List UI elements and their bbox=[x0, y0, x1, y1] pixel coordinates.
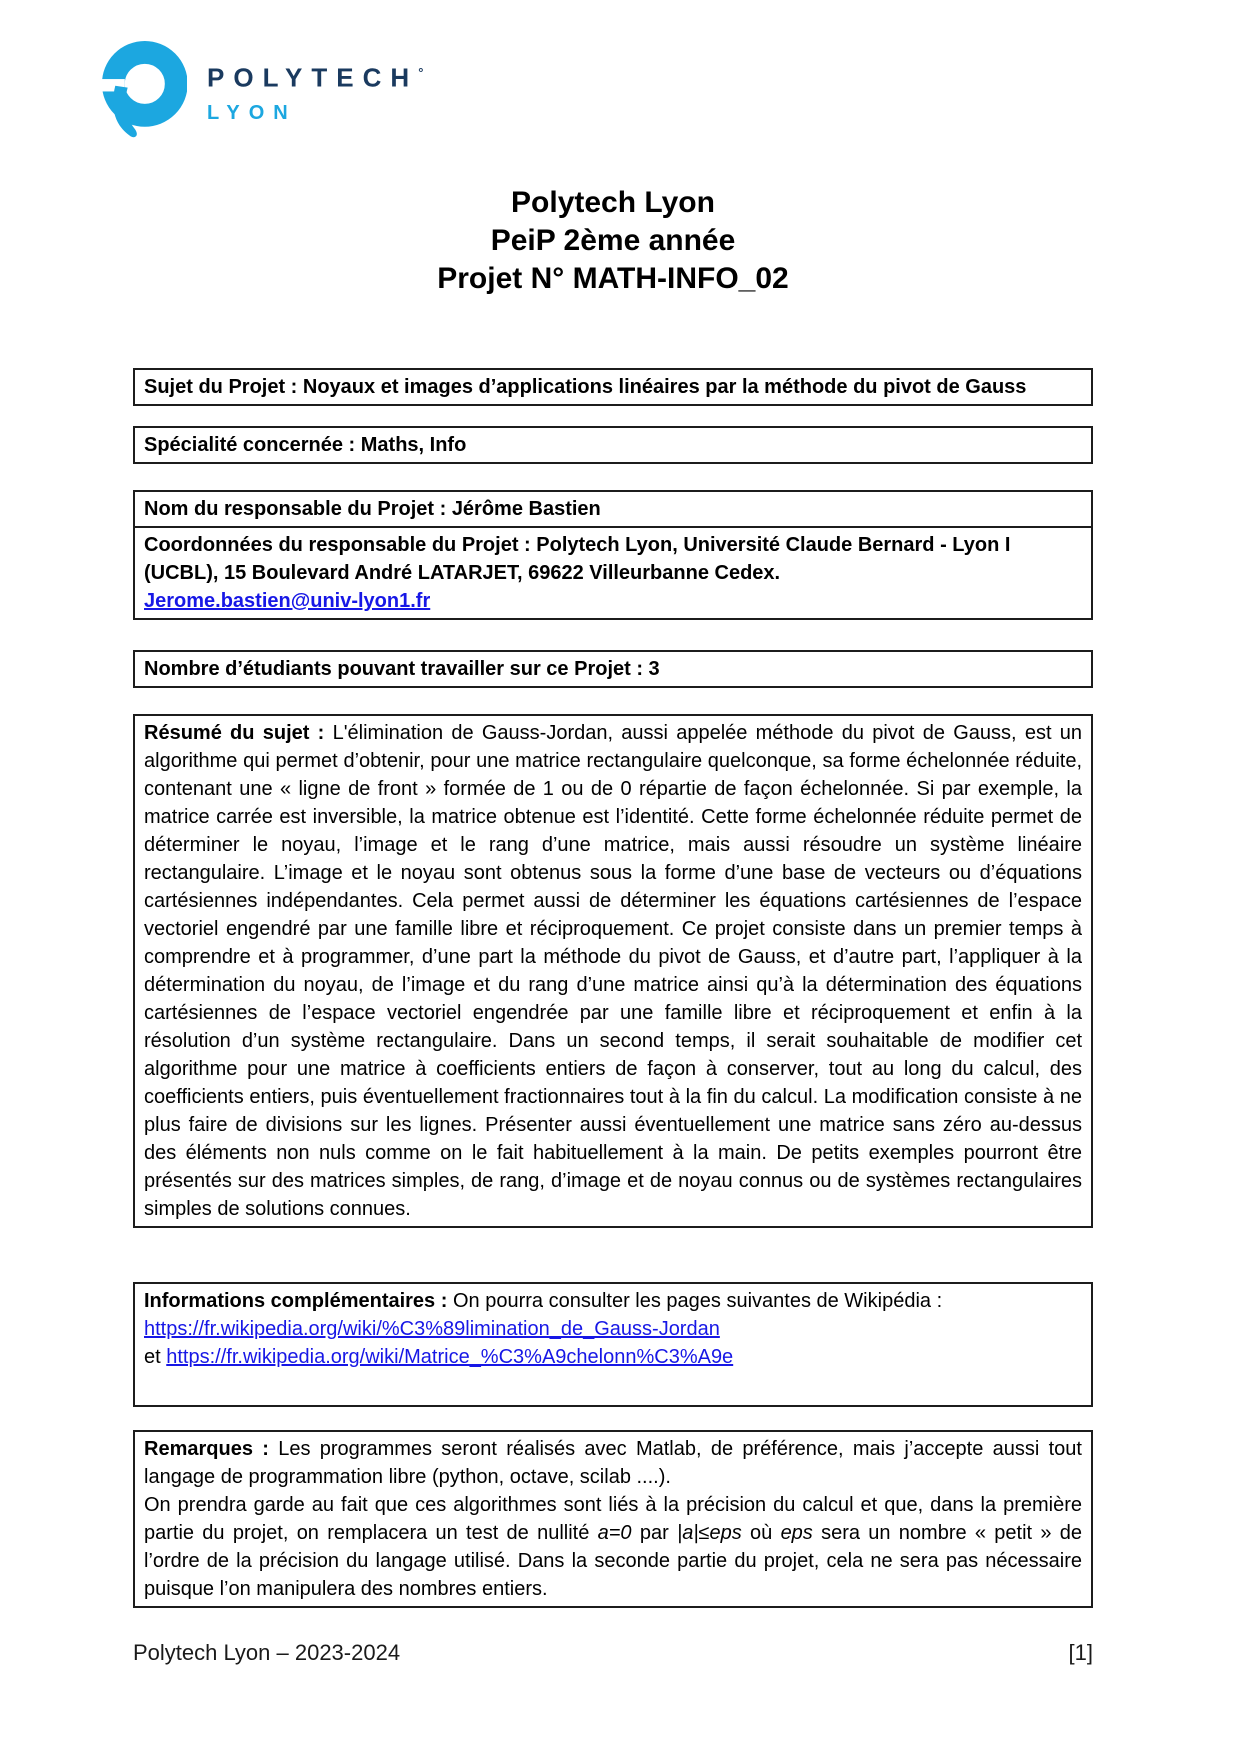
logo-trademark: ° bbox=[418, 65, 424, 80]
text-run: Sujet du Projet : Noyaux et images d’applications linéaires par la méthode du pivot de Gauss bbox=[144, 376, 1027, 398]
text-run: Remarques : bbox=[144, 1438, 279, 1460]
text-run: L'élimination de Gauss-Jordan, aussi appelée méthode du pivot de Gauss, est un algorithme qui permet d’obtenir, pour une matrice rectangulaire quelconque, sa forme échelonnée réduite, contenant une « ligne de front » formée de 1 ou de 0 répartie de façon échelonnée. Si par exemple, la matrice carrée est inversible, la matrice obtenue est l’identité. Cette forme échelonnée réduite permet de déterminer le noyau, l’image et le rang d’une matrice, mais aussi résoudre un système linéaire rectangulaire. L’image et le noyau sont obtenus sous la forme d’une base de vecteurs ou d’équations cartésiennes indépendantes. Cela permet aussi de déterminer les équations cartésiennes de l’espace vectoriel engendré par une famille libre et réciproquement. Ce projet consiste dans un premier temps à comprendre et à programmer, d’une part la méthode du pivot de Gauss, et d’autre part, l’appliquer à la détermination du noyau, de l’image et du rang d’une matrice ainsi qu’à la détermination des équations cartésiennes de l’espace vectoriel engendrée par une famille libre et réciproquement et enfin à la résolution d’un système rectangulaire. Dans un second temps, il serait souhaitable de modifier cet algorithme pour une matrice à coefficients entiers de façon à conserver, tout au long du calcul, des coefficients entiers, puis éventuellement fractionnaires tout à la fin du calcul. La modification consiste à ne plus faire de divisions sur les lignes. Présenter aussi éventuellement une matrice sans zéro au-dessus des éléments non nuls comme on le fait habituellement à la main. De petits exemples pourront être présentés sur des matrices simples, de rang, d’image et de noyau connus ou de systèmes rectangulaires simples de solutions connues. bbox=[144, 722, 1082, 1220]
title-line-school: Polytech Lyon bbox=[511, 186, 715, 219]
page-footer bbox=[133, 1640, 1093, 1666]
supervisor-contact-text bbox=[144, 531, 1082, 587]
text-run: Informations complémentaires : bbox=[144, 1290, 453, 1312]
wikipedia-link-gauss-jordan[interactable]: https://fr.wikipedia.org/wiki/%C3%89limination_de_Gauss-Jordan bbox=[144, 1318, 720, 1340]
email-link[interactable]: Jerome.bastien@univ-lyon1.fr bbox=[144, 590, 431, 612]
remarks-box bbox=[133, 1430, 1093, 1608]
additional-info-link-line-2 bbox=[144, 1343, 1082, 1371]
subject-text bbox=[144, 373, 1082, 401]
subject-box bbox=[133, 368, 1093, 406]
text-run: Spécialité concernée : Maths, Info bbox=[144, 434, 467, 456]
document-title bbox=[133, 184, 1093, 298]
wikipedia-link-matrice-echelonnee[interactable]: https://fr.wikipedia.org/wiki/Matrice_%C3%A9chelonn%C3%A9e bbox=[166, 1346, 734, 1368]
additional-info-box bbox=[133, 1282, 1093, 1407]
logo-city-text: LYON bbox=[207, 101, 297, 124]
text-run: On prendra garde au fait que ces algorithmes sont liés à la précision du calcul et que, dans la première partie du projet, on remplacera un test de nullité bbox=[144, 1494, 1082, 1544]
text-run: où bbox=[741, 1522, 781, 1544]
text-run: Nombre d’étudiants pouvant travailler sur ce Projet : 3 bbox=[144, 658, 660, 680]
polytech-logo bbox=[95, 40, 423, 141]
polytech-logo-icon bbox=[95, 40, 187, 141]
text-run: et bbox=[144, 1346, 167, 1368]
footer-page-number: [1] bbox=[1068, 1640, 1093, 1665]
text-run: Résumé du sujet : bbox=[144, 722, 333, 744]
supervisor-email-line bbox=[144, 587, 1082, 615]
supervisor-name-row bbox=[135, 492, 1091, 526]
logo-brand-word: POLYTECH bbox=[207, 62, 419, 93]
remarks-paragraph-2 bbox=[144, 1491, 1082, 1603]
footer-school-year: Polytech Lyon – 2023-2024 bbox=[133, 1640, 401, 1665]
students-text bbox=[144, 655, 1082, 683]
students-box bbox=[133, 650, 1093, 688]
speciality-box bbox=[133, 426, 1093, 464]
text-run: Nom du responsable du Projet : Jérôme Bastien bbox=[144, 498, 601, 520]
supervisor-box bbox=[133, 490, 1093, 620]
logo-brand-text bbox=[207, 60, 423, 91]
text-run: eps bbox=[780, 1522, 813, 1544]
title-line-project-number: Projet N° MATH-INFO_02 bbox=[437, 262, 789, 295]
logo-text bbox=[207, 60, 423, 123]
supervisor-contact-row bbox=[135, 526, 1091, 618]
title-line-year: PeiP 2ème année bbox=[490, 224, 736, 257]
additional-info-link-line-1 bbox=[144, 1315, 1082, 1343]
text-run: |a|≤eps bbox=[677, 1522, 742, 1544]
text-run: par bbox=[631, 1522, 678, 1544]
text-run: On pourra consulter les pages suivantes de Wikipédia : bbox=[452, 1290, 943, 1312]
supervisor-name-text bbox=[144, 495, 1082, 523]
text-run: a=0 bbox=[597, 1522, 632, 1544]
additional-info-intro bbox=[144, 1287, 1082, 1315]
remarks-paragraph-1 bbox=[144, 1435, 1082, 1491]
speciality-text bbox=[144, 431, 1082, 459]
text-run: sera un nombre « petit » de l’ordre de la précision du langage utilisé. Dans la seconde partie du projet, cela ne sera pas nécessaire puisque l’on manipulera des nombres entiers. bbox=[144, 1522, 1082, 1600]
summary-box bbox=[133, 714, 1093, 1228]
summary-text bbox=[144, 719, 1082, 1223]
text-run: Coordonnées du responsable du Projet : Polytech Lyon, Université Claude Bernard - Lyon I (UCBL), 15 Boulevard André LATARJET, 69622 Villeurbanne Cedex. bbox=[144, 534, 1011, 584]
text-run: Les programmes seront réalisés avec Matlab, de préférence, mais j’accepte aussi tout langage de programmation libre (python, octave, scilab ....). bbox=[144, 1438, 1082, 1488]
